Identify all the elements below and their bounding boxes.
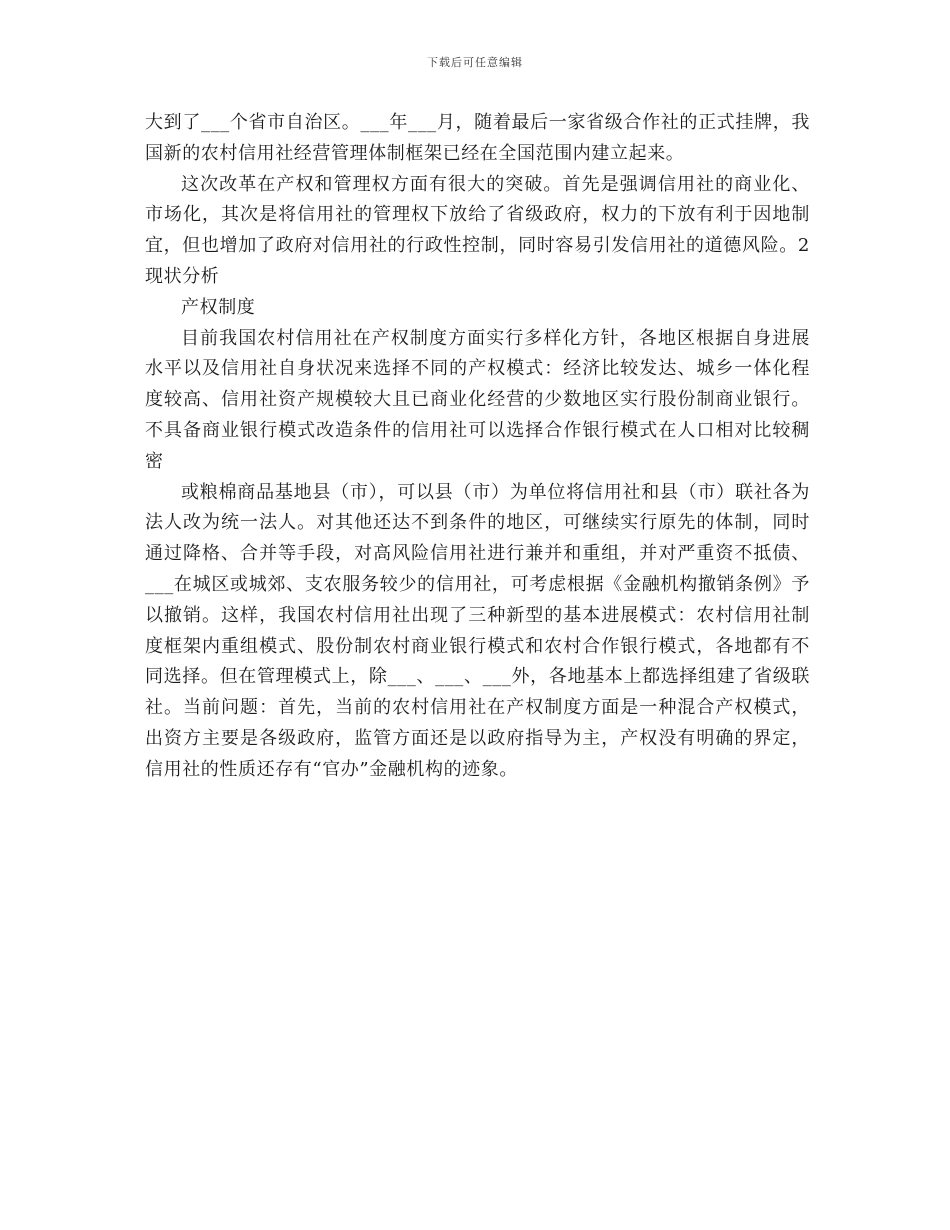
- paragraph-current-status: 目前我国农村信用社在产权制度方面实行多样化方针，各地区根据自身进展水平以及信用社自身状况来选择不同的产权模式：经济比较发达、城乡一体化程度较高、信用社资产规模较大且已商业化经营的少数地区实行股份制商业银行。不具备商业银行模式改造条件的信用社可以选择合作银行模式在人口相对比较稠密: [145, 327, 810, 472]
- section-heading-property-rights: 产权制度: [181, 296, 256, 318]
- document-body: [145, 108, 810, 786]
- page-header: 下载后可任意编辑: [427, 56, 523, 69]
- paragraph-models: 或粮棉商品基地县（市），可以县（市）为单位将信用社和县（市）联社各为法人改为统一法人。对其他还达不到条件的地区，可继续实行原先的体制，同时通过降格、合并等手段，对高风险信用社进行兼并和重组，并对严重资不抵债、___在城区或城郊、支农服务较少的信用社，可考虑根据《金融机构撤销条例》予以撤销。这样，我国农村信用社出现了三种新型的基本进展模式：农村信用社制度框架内重组模式、股份制农村商业银行模式和农村合作银行模式，各地都有不同选择。但在管理模式上，除___、___、___外，各地基本上都选择组建了省级联社。当前问题：首先，当前的农村信用社在产权制度方面是一种混合产权模式，出资方主要是各级政府，监管方面还是以政府指导为主，产权没有明确的界定，信用社的性质还存有“官办”金融机构的迹象。: [145, 481, 810, 780]
- paragraph-reform: 这次改革在产权和管理权方面有很大的突破。首先是强调信用社的商业化、市场化，其次是将信用社的管理权下放给了省级政府，权力的下放有利于因地制宜，但也增加了政府对信用社的行政性控制，同时容易引发信用社的道德风险。2现状分析: [145, 173, 810, 287]
- paragraph-continuation: 大到了___个省市自治区。___年___月，随着最后一家省级合作社的正式挂牌，我国新的农村信用社经营管理体制框架已经在全国范围内建立起来。: [145, 112, 810, 164]
